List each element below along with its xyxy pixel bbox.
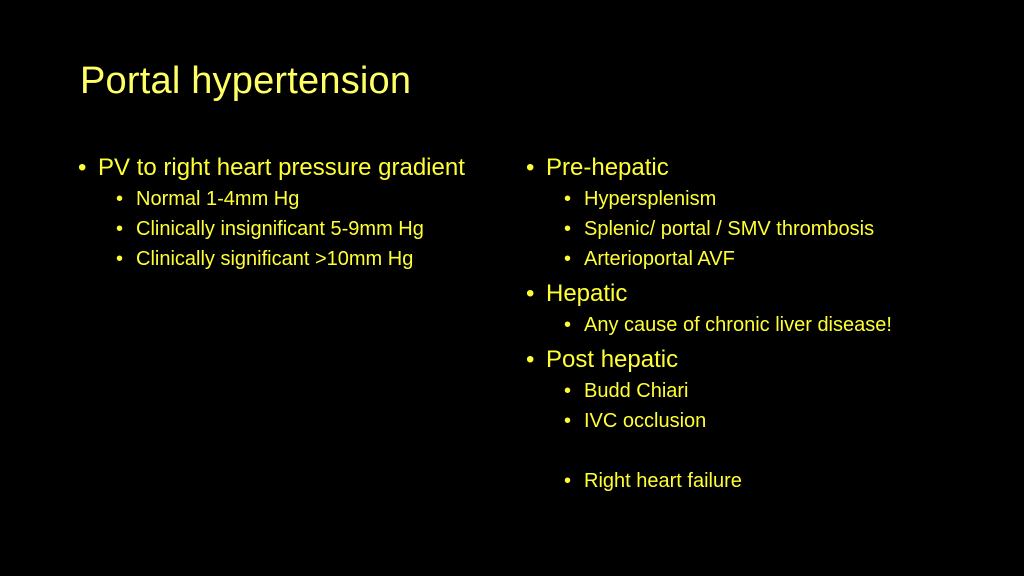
subbullet-insignificant <box>78 214 498 244</box>
subbullet-text: Hypersplenism <box>584 188 717 210</box>
bullet-glyph: • <box>564 380 572 402</box>
bullet-glyph: • <box>116 188 124 210</box>
subbullet-arterioportal-avf <box>526 244 996 274</box>
subbullet-text: Arterioportal AVF <box>584 248 735 270</box>
bullet-text: Pre-hepatic <box>546 154 669 181</box>
subbullet-right-heart-failure <box>526 466 996 496</box>
subbullet-normal <box>78 184 498 214</box>
subbullet-text: Splenic/ portal / SMV thrombosis <box>584 218 875 240</box>
subbullet-text: Budd Chiari <box>584 380 689 402</box>
subbullet-text: Right heart failure <box>584 470 742 492</box>
bullet-glyph: • <box>564 218 572 240</box>
bullet-glyph: • <box>564 248 572 270</box>
bullet-glyph: • <box>78 154 87 181</box>
subbullet-budd-chiari <box>526 376 996 406</box>
bullet-glyph: • <box>564 410 572 432</box>
subbullet-text: Clinically significant >10mm Hg <box>136 248 414 270</box>
subbullet-text: Normal 1-4mm Hg <box>136 188 300 210</box>
slide-title: Portal hypertension <box>80 60 412 102</box>
bullet-glyph: • <box>116 248 124 270</box>
right-column <box>526 154 996 496</box>
bullet-glyph: • <box>526 154 535 181</box>
subbullet-thrombosis <box>526 214 996 244</box>
subbullet-text: Any cause of chronic liver disease! <box>584 314 892 336</box>
bullet-text: Post hepatic <box>546 346 679 373</box>
subbullet-ivc-occlusion <box>526 406 996 436</box>
bullet-glyph: • <box>564 188 572 210</box>
bullet-hepatic <box>526 280 996 308</box>
subbullet-hypersplenism <box>526 184 996 214</box>
bullet-glyph: • <box>564 470 572 492</box>
blank-line <box>526 436 996 466</box>
left-column <box>78 154 498 274</box>
bullet-pressure-gradient <box>78 154 498 182</box>
subbullet-text: IVC occlusion <box>584 410 707 432</box>
bullet-glyph: • <box>116 218 124 240</box>
bullet-glyph: • <box>564 314 572 336</box>
bullet-pre-hepatic <box>526 154 996 182</box>
bullet-text: Hepatic <box>546 280 628 307</box>
subbullet-significant <box>78 244 498 274</box>
subbullet-text: Clinically insignificant 5-9mm Hg <box>136 218 424 240</box>
bullet-glyph: • <box>526 346 535 373</box>
bullet-post-hepatic <box>526 346 996 374</box>
subbullet-chronic-liver-disease <box>526 310 996 340</box>
bullet-glyph: • <box>526 280 535 307</box>
bullet-text: PV to right heart pressure gradient <box>98 154 465 181</box>
